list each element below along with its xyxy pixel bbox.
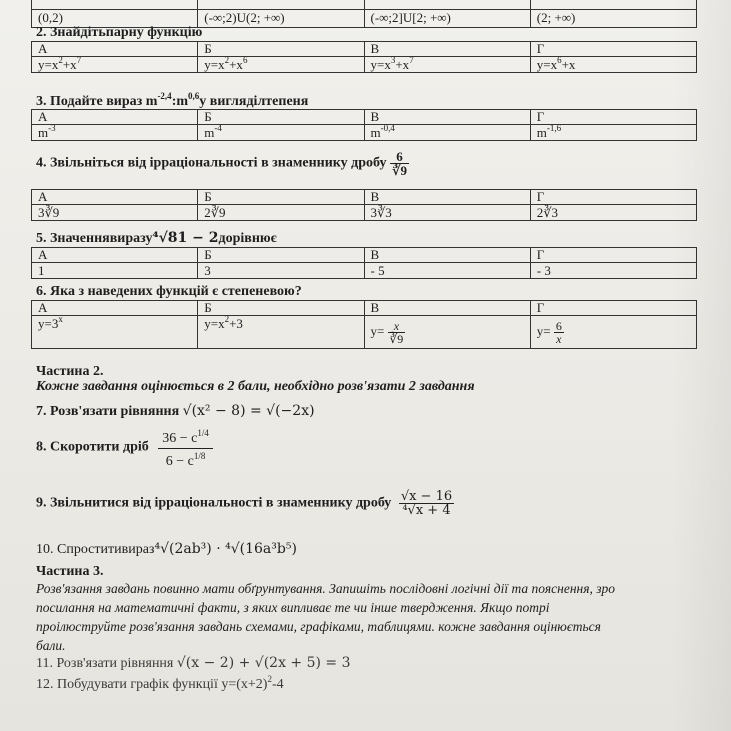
- question-12: 12. Побудувати графік функції $y=(x+2)^2-4$: [36, 674, 284, 692]
- option-letter: В: [364, 248, 530, 263]
- table-row: [32, 57, 697, 73]
- question-8: 8. Скоротити дріб $\frac{36 - c^{1/4}}{6 - c^{1/8}}$: [36, 426, 213, 469]
- option-letter: А: [32, 110, 198, 125]
- table-row: [32, 316, 697, 349]
- table-row: [32, 125, 697, 141]
- question-7: 7. Розв'язати рівняння √(x² − 8) = √(−2x): [36, 403, 315, 419]
- question-9: 9. Звільнитися від ірраціональності в знаменнику дробу $\frac{√x - 16}{\text{⁴√x + 4}}$: [36, 489, 453, 518]
- answer-cell: 3∛3: [364, 205, 530, 221]
- answer-cell: 1: [32, 263, 198, 279]
- option-letter: Б: [198, 301, 364, 316]
- question-6-title: 6. Яка з наведених функцій є степеневою?: [36, 284, 302, 299]
- answer-cell: y= $\frac{6}{x}$: [530, 316, 696, 349]
- table-row: [32, 42, 697, 57]
- option-letter: А: [32, 301, 198, 316]
- table-row: [32, 205, 697, 221]
- fraction: $\frac{6}{∛9}$: [391, 149, 408, 178]
- answer-cell: $m^{-0,4}$: [364, 125, 530, 141]
- question-3-title: 3. Подайте вираз $m^{-2,4}:m^{0,6}у$ вигляділтепеня: [36, 91, 309, 109]
- question-11: 11. Розв'язати рівняння √(x − 2) + √(2x + 5) = 3: [36, 655, 351, 671]
- option-letter: В: [364, 42, 530, 57]
- answer-cell: (-∞;2]U[2; +∞): [364, 10, 530, 28]
- part-2-title: Частина 2.: [36, 364, 104, 379]
- question-2-title: 2. Знайдітьпарну функцію: [36, 25, 203, 40]
- answer-cell: 3: [198, 263, 364, 279]
- part-3-text-line: проілюструйте розв'язання завдань схемами, графіками, таблицями. кожне завдання оцінюється: [36, 619, 601, 634]
- expression: ⁴√(2ab³) · ⁴√(16a³b⁵): [154, 541, 297, 557]
- answer-table-q5: [31, 247, 697, 279]
- answer-cell: $y=x^3+x^7$: [364, 57, 530, 73]
- option-letter: Б: [198, 190, 364, 205]
- option-letter: А: [32, 190, 198, 205]
- table-row: [32, 0, 697, 10]
- option-letter: А: [32, 248, 198, 263]
- part-3-text-line: бали.: [36, 638, 66, 653]
- part-2-subtitle: Кожне завдання оцінюється в 2 бали, необхідно розв'язати 2 завдання: [36, 379, 475, 394]
- option-letter: Г: [530, 301, 696, 316]
- option-letter: А: [32, 42, 198, 57]
- equation: √(x² − 8) = √(−2x): [182, 403, 315, 419]
- part-3-text-line: посилання на математичні факти, з яких випливає те чи інше твердження. Якщо потрі: [36, 600, 550, 615]
- answer-cell: 2∛3: [530, 205, 696, 221]
- fraction: $\frac{√x - 16}{\text{⁴√x + 4}}$: [400, 489, 453, 518]
- table-row: [32, 263, 697, 279]
- table-row: [32, 110, 697, 125]
- fraction: $\frac{36 - c^{1/4}}{6 - c^{1/8}}$: [158, 426, 213, 469]
- answer-cell: - 3: [530, 263, 696, 279]
- table-row: [32, 190, 697, 205]
- answer-table-q4: [31, 189, 697, 221]
- option-letter: В: [364, 190, 530, 205]
- option-letter: Б: [198, 42, 364, 57]
- option-letter: Б: [198, 110, 364, 125]
- answer-cell: (0,2): [32, 10, 198, 28]
- option-letter: Г: [530, 42, 696, 57]
- question-5-title: 5. Значеннявиразу⁴√81 − 2дорівнює: [36, 230, 277, 246]
- answer-cell: $m^{-3}$: [32, 125, 198, 141]
- answer-table-q2: [31, 41, 697, 73]
- question-10: 10. Спроститивираз⁴√(2ab³) · ⁴√(16a³b⁵): [36, 541, 297, 557]
- answer-cell: (-∞;2)U(2; +∞): [198, 10, 364, 28]
- answer-cell: (2; +∞): [530, 10, 696, 28]
- part-3-title: Частина 3.: [36, 564, 104, 579]
- answer-table-q1: [31, 0, 697, 28]
- answer-cell: $m^{-1,6}$: [530, 125, 696, 141]
- part-3-text-line: Розв'язання завдань повинно мати обґрунтування. Запишіть послідовні логічні дії та пояснення, зро: [36, 581, 616, 596]
- table-row: [32, 248, 697, 263]
- answer-cell: $y=3^x$: [32, 316, 198, 349]
- table-row: [32, 301, 697, 316]
- option-letter: Г: [530, 110, 696, 125]
- answer-cell: - 5: [364, 263, 530, 279]
- answer-cell: y= $\frac{x}{∛9}$: [364, 316, 530, 349]
- answer-cell: 2∛9: [198, 205, 364, 221]
- equation: √(x − 2) + √(2x + 5) = 3: [176, 655, 351, 671]
- option-letter: В: [364, 301, 530, 316]
- answer-cell: $y=x^2+x^6$: [198, 57, 364, 73]
- answer-cell: $y=x^6+x$: [530, 57, 696, 73]
- page-shadow: [671, 0, 731, 731]
- answer-cell: $y=x^2+x^7$: [32, 57, 198, 73]
- answer-cell: $y=x^2+3$: [198, 316, 364, 349]
- answer-cell: $m^{-4}$: [198, 125, 364, 141]
- option-letter: Б: [198, 248, 364, 263]
- question-4-title: 4. Звільніться від ірраціональності в знаменнику дробу $\frac{6}{∛9}$: [36, 149, 408, 178]
- answer-table-q3: [31, 109, 697, 141]
- answer-table-q6: [31, 300, 697, 349]
- answer-cell: 3∛9: [32, 205, 198, 221]
- option-letter: Г: [530, 248, 696, 263]
- option-letter: Г: [530, 190, 696, 205]
- option-letter: В: [364, 110, 530, 125]
